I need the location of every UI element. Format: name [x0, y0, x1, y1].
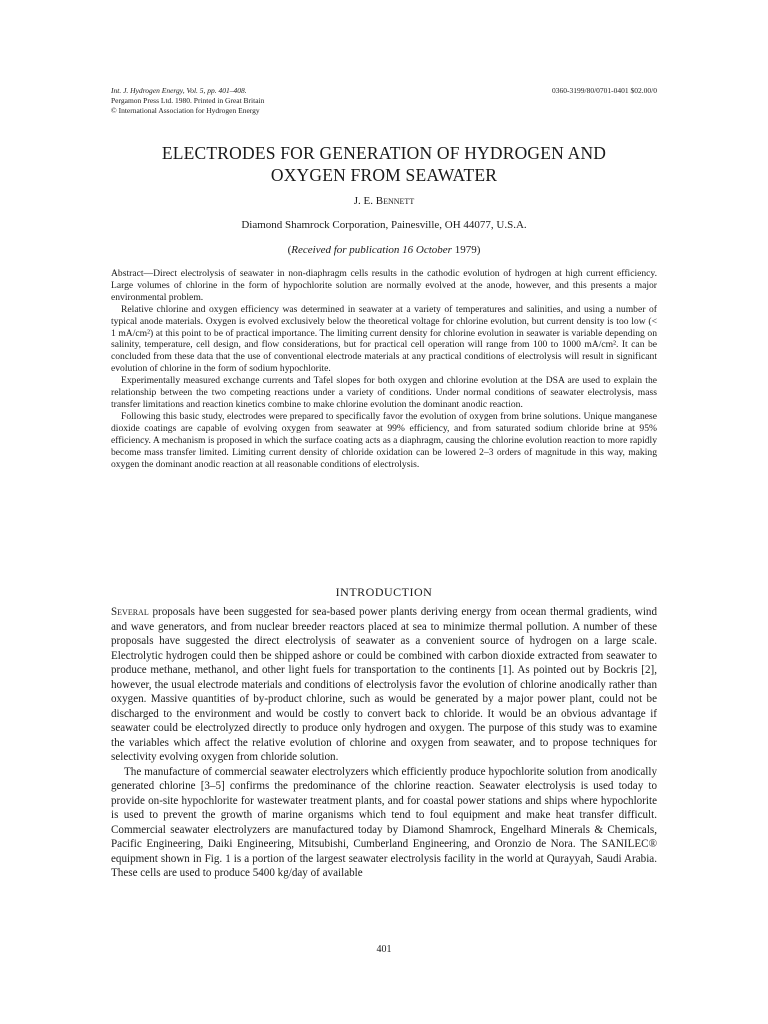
abstract-paragraph-2: Relative chlorine and oxygen efficiency was determined in seawater at a variety of temperatures and salinities, and using a number of typical anode materials. Oxygen is evolved exclusively below the theoretical voltage for chlorine evolution, but current density is too low (< 1 mA/cm²) at this point to be of practical importance. The limiting current density for chlorine evolution in seawater is variable depending on salinity, temperature, cell design, and flow considerations, but for practical cell operation will range from 100 to 1000 mA/cm². It can be concluded from these data that the use of conventional electrode materials at any practical conditions of electrolysis will result in significant evolution of chlorine in the form of sodium hypochlorite. — [111, 303, 657, 375]
intro-text-1: proposals have been suggested for sea-based power plants deriving energy from ocean thermal gradients, wind and wave generators, and from nuclear breeder reactors placed at sea to minimize thermal pollution. A number of these proposals have suggested the direct electrolysis of seawater as a convenient source of hydrogen on a large scale. Electrolytic hydrogen could then be shipped ashore or could be combined with carbon dioxide extracted from seawater to produce methane, methanol, and other light fuels for transportation to the continents [1]. As pointed out by Bockris [2], however, the usual electrode materials and conditions of electrolysis favor the evolution of chlorine anodically rather than oxygen. Massive quantities of by-product chlorine, such as would be generated by a major power plant, could not be discharged to the environment and would be costly to convert back to chloride. It would be an obvious advantage if seawater could be electrolyzed directly to produce only hydrogen and oxygen. The purpose of this study was to examine the variables which affect the relative evolution of chlorine and oxygen from seawater, and to propose techniques for selectivity evolving oxygen from chloride solution. — [111, 606, 657, 763]
abstract-label: Abstract — [111, 268, 144, 279]
abstract — [111, 268, 657, 470]
journal-line-3: © International Association for Hydrogen Energy — [111, 106, 260, 115]
title-line-1: ELECTRODES FOR GENERATION OF HYDROGEN AND — [161, 143, 607, 163]
abstract-paragraph-1 — [111, 268, 657, 304]
affiliation: Diamond Shamrock Corporation, Painesville, OH 44077, U.S.A. — [241, 219, 527, 231]
introduction-heading: INTRODUCTION — [335, 585, 433, 599]
paper-title — [100, 142, 668, 186]
received-date: (Received for publication 16 October 1979) — [287, 244, 481, 256]
author: J. E. Bennett — [353, 195, 415, 207]
journal-line-1: Int. J. Hydrogen Energy, Vol. 5, pp. 401–408. — [111, 86, 247, 95]
intro-paragraph-2: The manufacture of commercial seawater electrolyzers which efficiently produce hypochlorite solution from anodically generated chlorine [3–5] confirms the predominance of the chlorine reaction. Seawater electrolysis is used today to provide on-site hypochlorite for wastewater treatment plants, and for coastal power stations and ships where hypochlorite is used to prevent the growth of marine organisms which tend to foul equipment and make heat transfer difficult. Commercial seawater electrolyzers are manufactured today by Diamond Shamrock, Engelhard Minerals & Chemicals, Pacific Engineering, Daiki Engineering, Mitsubishi, Cumberland Engineering, and Oronzio de Nora. The SANILEC® equipment shown in Fig. 1 is a portion of the largest seawater electrolysis facility in the world at Qurayyah, Saudi Arabia. These cells are used to produce 5400 kg/day of available — [111, 765, 657, 879]
intro-lead-word: Several — [111, 606, 149, 618]
abstract-text-1: —Direct electrolysis of seawater in non-diaphragm cells results in the cathodic evolution of hydrogen at high current efficiency. Large volumes of chlorine in the form of hypochlorite solution are normally evolved at the anode, however, and this presents a major environmental problem. — [111, 268, 657, 303]
received-day: 16 October — [402, 244, 452, 256]
title-line-2: OXYGEN FROM SEAWATER — [270, 165, 498, 185]
page-number: 401 — [376, 944, 392, 955]
introduction-body — [111, 605, 657, 881]
received-label: Received for publication — [291, 244, 400, 256]
abstract-paragraph-4: Following this basic study, electrodes were prepared to specifically favor the evolution of oxygen from brine solutions. Unique manganese dioxide coatings are capable of evolving oxygen from seawater at 99% efficiency, and from saturated sodium chloride brine at 95% efficiency. A mechanism is proposed in which the surface coating acts as a diaphragm, causing the chlorine evolution reaction to more rapidly become mass transfer limited. Limiting current density of chloride oxidation can be lowered 2–3 orders of magnitude in this way, making oxygen the dominant anodic reaction at all reasonable conditions of electrolysis. — [111, 410, 657, 470]
abstract-paragraph-3: Experimentally measured exchange currents and Tafel slopes for both oxygen and chlorine evolution at the DSA are used to explain the relationship between the two competing reactions under a variety of conditions. Under normal conditions of seawater electrolysis, mass transfer limitations and reaction kinetics combine to make chlorine evolution the dominant anodic reaction. — [111, 375, 657, 410]
article-code: 0360-3199/80/0701-0401 $02.00/0 — [552, 86, 657, 95]
journal-citation — [111, 86, 264, 116]
received-year: 1979 — [454, 244, 477, 256]
journal-line-2: Pergamon Press Ltd. 1980. Printed in Great Britain — [111, 96, 265, 105]
intro-paragraph-1 — [111, 605, 657, 765]
